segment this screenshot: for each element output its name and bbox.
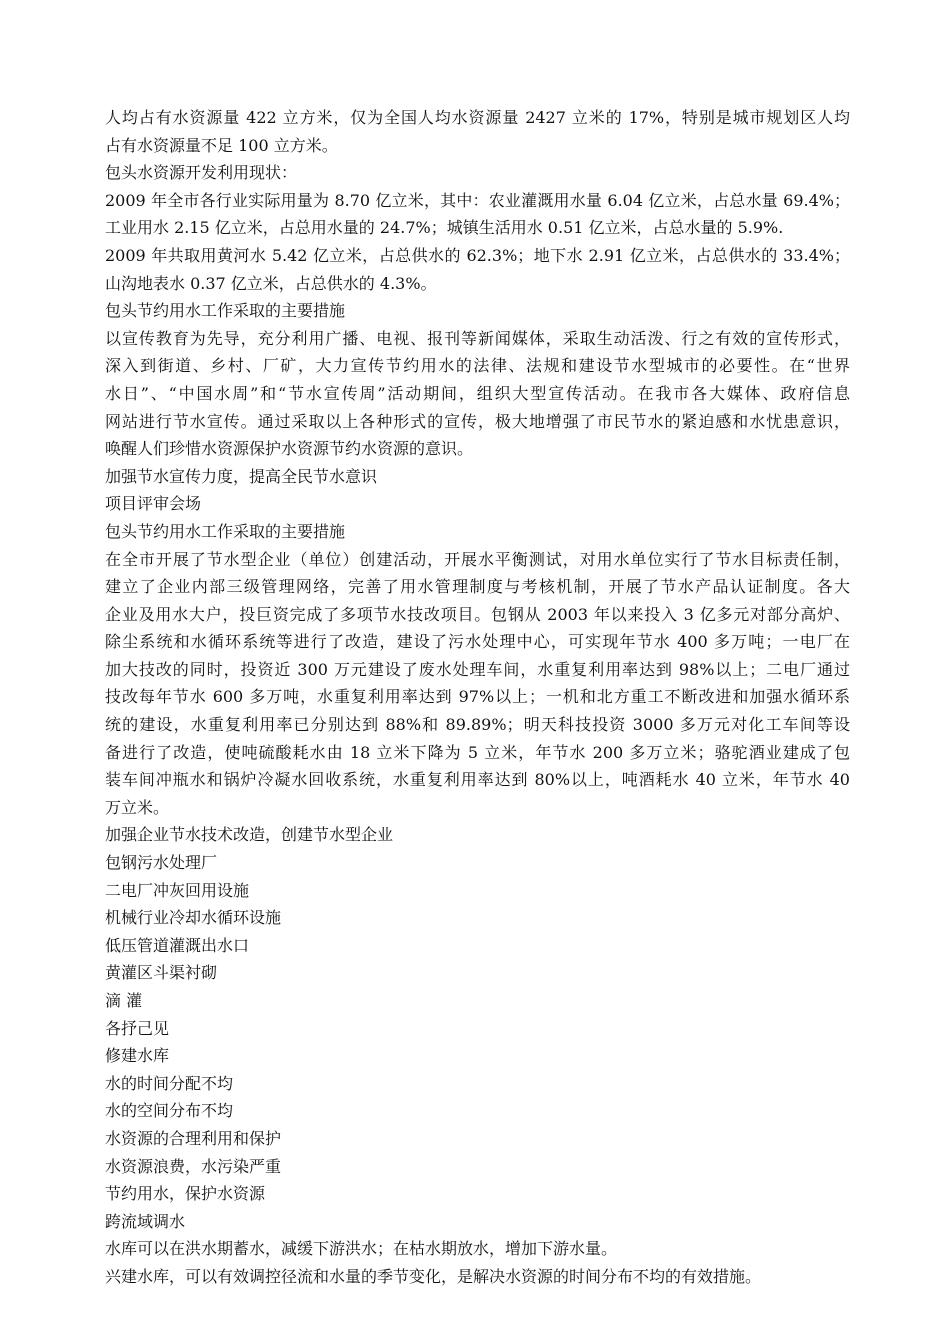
document-page bbox=[105, 104, 850, 1291]
text-line: 企业及用水大户，投巨资完成了多项节水技改项目。包钢从 2003 年以来投入 3 亿多元对部分高炉、 bbox=[105, 604, 850, 624]
text-line: 包头节约用水工作采取的主要措施 bbox=[105, 521, 346, 541]
text-line: 低压管道灌溉出水口 bbox=[105, 935, 250, 955]
text-line: 加强节水宣传力度，提高全民节水意识 bbox=[105, 466, 378, 486]
text-line: 二电厂冲灰回用设施 bbox=[105, 880, 250, 900]
text-line: 除尘系统和水循环系统等进行了改造，建设了污水处理中心，可实现年节水 400 多万吨；一电厂在 bbox=[105, 632, 850, 652]
text-line: 机械行业冷却水循环设施 bbox=[105, 908, 282, 928]
text-line: 水的空间分布不均 bbox=[105, 1101, 234, 1121]
text-line: 包头节约用水工作采取的主要措施 bbox=[105, 301, 346, 321]
text-line: 水的时间分配不均 bbox=[105, 1073, 234, 1093]
text-line: 唤醒人们珍惜水资源保护水资源节约水资源的意识。 bbox=[105, 439, 474, 459]
text-line: 2009 年共取用黄河水 5.42 亿立米，占总供水的 62.3%；地下水 2.91 亿立米，占总供水的 33.4%； bbox=[105, 245, 850, 265]
text-line: 黄灌区斗渠衬砌 bbox=[105, 963, 218, 983]
text-line: 2009 年全市各行业实际用量为 8.70 亿立米，其中：农业灌溉用水量 6.04 亿立米，占总水量 69.4%； bbox=[105, 190, 850, 210]
text-line: 统的建设，水重复利用率已分别达到 88%和 89.89%；明天科技投资 3000 多万元对化工车间等设 bbox=[105, 715, 850, 735]
text-line: 以宣传教育为先导，充分利用广播、电视、报刊等新闻媒体，采取生动活泼、行之有效的宣传形式， bbox=[105, 328, 850, 348]
text-line: 装车间冲瓶水和锅炉冷凝水回收系统，水重复利用率达到 80%以上，吨酒耗水 40 立米，年节水 40 bbox=[105, 770, 850, 790]
text-line: 各抒己见 bbox=[105, 1018, 170, 1038]
text-line: 在全市开展了节水型企业（单位）创建活动，开展水平衡测试，对用水单位实行了节水目标责任制， bbox=[105, 549, 850, 569]
text-line: 深入到街道、乡村、厂矿，大力宣传节约用水的法律、法规和建设节水型城市的必要性。在“世界 bbox=[105, 356, 850, 376]
text-line: 备进行了改造，使吨硫酸耗水由 18 立米下降为 5 立米，年节水 200 多万立米；骆驼酒业建成了包 bbox=[105, 742, 850, 762]
text-line: 技改每年节水 600 多万吨，水重复利用率达到 97%以上；一机和北方重工不断改进和加强水循环系 bbox=[105, 687, 850, 707]
text-line: 占有水资源量不足 100 立方米。 bbox=[105, 135, 338, 155]
text-line: 网站进行节水宣传。通过采取以上各种形式的宣传，极大地增强了市民节水的紧迫感和水忧患意识， bbox=[105, 411, 850, 431]
text-line: 建立了企业内部三级管理网络，完善了用水管理制度与考核机制，开展了节水产品认证制度。各大 bbox=[105, 577, 850, 597]
text-line: 包头水资源开发利用现状： bbox=[105, 163, 298, 183]
text-line: 项目评审会场 bbox=[105, 494, 202, 514]
text-line: 工业用水 2.15 亿立米，占总用水量的 24.7%；城镇生活用水 0.51 亿立米，占总水量的 5.9%. bbox=[105, 218, 784, 238]
text-line: 包钢污水处理厂 bbox=[105, 853, 218, 873]
text-line: 滴 灌 bbox=[105, 991, 143, 1010]
text-line: 加强企业节水技术改造，创建节水型企业 bbox=[105, 825, 394, 845]
text-line: 节约用水，保护水资源 bbox=[105, 1184, 266, 1204]
text-line: 水资源浪费，水污染严重 bbox=[105, 1156, 282, 1176]
text-line: 水资源的合理利用和保护 bbox=[105, 1128, 282, 1148]
text-line: 兴建水库，可以有效调控径流和水量的季节变化，是解决水资源的时间分布不均的有效措施。 bbox=[105, 1266, 762, 1286]
text-line: 水日”、“中国水周”和“节水宣传周”活动期间，组织大型宣传活动。在我市各大媒体、政府信息 bbox=[105, 383, 850, 403]
text-line: 万立米。 bbox=[105, 797, 170, 817]
text-line: 水库可以在洪水期蓄水，减缓下游洪水；在枯水期放水，增加下游水量。 bbox=[105, 1239, 618, 1259]
text-line: 修建水库 bbox=[105, 1046, 170, 1066]
text-line: 人均占有水资源量 422 立方米，仅为全国人均水资源量 2427 立米的 17%，特别是城市规划区人均 bbox=[105, 108, 850, 127]
text-line: 加大技改的同时，投资近 300 万元建设了废水处理车间，水重复利用率达到 98%以上；二电厂通过 bbox=[105, 659, 850, 679]
text-line: 跨流域调水 bbox=[105, 1211, 186, 1231]
text-line: 山沟地表水 0.37 亿立米，占总供水的 4.3%。 bbox=[105, 273, 437, 293]
